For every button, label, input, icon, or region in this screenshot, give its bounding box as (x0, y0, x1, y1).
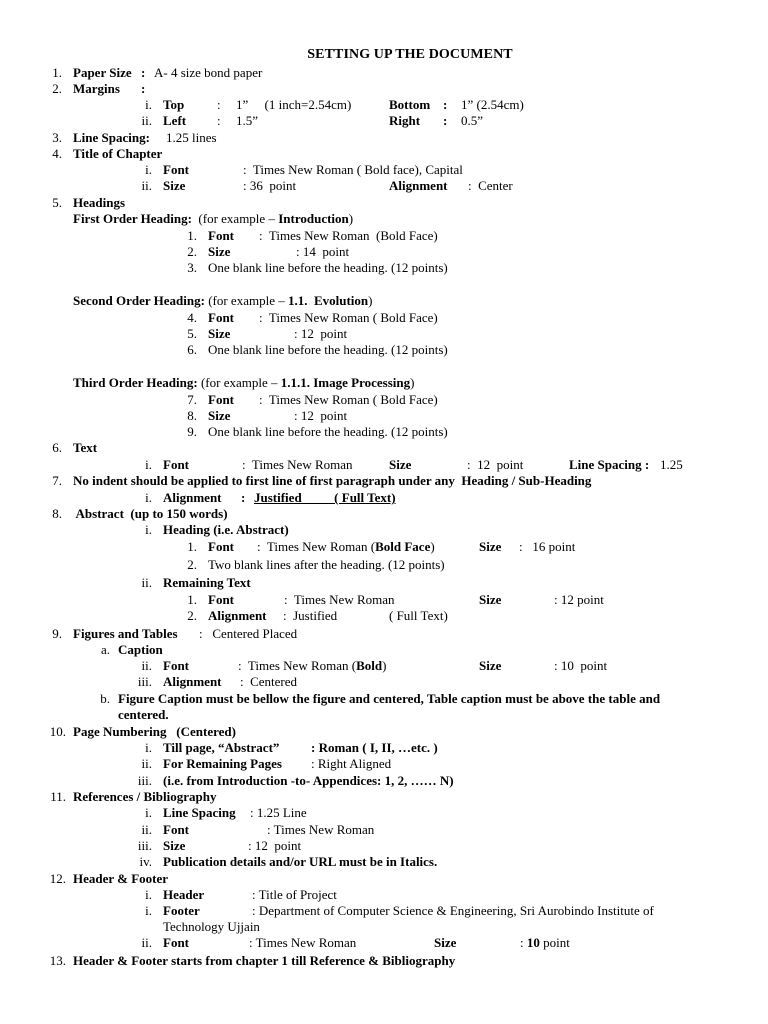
abstract-blank-lines-text: Two blank lines after the heading. (12 points) (208, 557, 445, 572)
section-7-i-number: i. (145, 490, 152, 505)
section-10-number: 10. (49, 724, 66, 739)
header-footer-size-post: point (539, 935, 570, 950)
remaining-size-value: : 12 point (554, 592, 604, 607)
second-order-font-label: Font (208, 310, 234, 325)
caption-ii-number: ii. (141, 658, 152, 673)
till-abstract-value: : Roman ( I, II, …etc. ) (311, 740, 438, 755)
first-order-example: Introduction (278, 211, 349, 226)
section-9-b-number: b. (100, 691, 110, 706)
margin-left-value: 1.5” (236, 113, 259, 128)
abstract-font-value (257, 539, 435, 555)
second-order-font-value: : Times New Roman ( Bold Face) (259, 310, 438, 325)
caption-alignment-value: : Centered (240, 674, 298, 689)
remaining-alignment-value: : Justified (283, 608, 338, 623)
second-order-size-value: : 12 point (294, 326, 348, 341)
third-order-item-8-number: 8. (187, 408, 197, 423)
chapter-alignment-value: : Center (468, 178, 513, 193)
caption-size-value: : 10 point (554, 658, 608, 673)
section-8-label: Abstract (up to 150 words) (73, 506, 228, 521)
section-3-number: 3. (52, 130, 62, 145)
first-order-size-label: Size (208, 244, 231, 259)
chapter-font-label: Font (163, 162, 189, 177)
section-12-label: Header & Footer (73, 871, 169, 886)
third-order-example: 1.1.1. Image Processing (280, 375, 411, 390)
section-11-iii-number: iii. (137, 838, 152, 853)
abstract-font-post: ) (430, 539, 435, 554)
margin-bottom-colon: : (443, 97, 448, 112)
caption-font-post: ) (382, 658, 387, 673)
section-5-number: 5. (52, 195, 62, 210)
second-order-post: ) (368, 293, 373, 308)
first-order-size-value: : 14 point (296, 244, 350, 259)
section-2-label: Margins (73, 81, 120, 96)
second-order-example: 1.1. Evolution (287, 293, 369, 308)
section-7-number: 7. (52, 473, 62, 488)
header-footer-font-value: : Times New Roman (249, 935, 357, 950)
text-line-spacing-value: 1.25 (660, 457, 683, 472)
section-7-label: No indent should be applied to first line of first paragraph under any Heading / Sub-Heading (73, 473, 592, 488)
no-indent-alignment-value: Justified ( Full Text) (254, 490, 396, 505)
no-indent-alignment-colon: : (241, 490, 246, 505)
second-order-blank-line-text: One blank line before the heading. (12 points) (208, 342, 448, 357)
third-order-font-label: Font (208, 392, 234, 407)
remaining-item-2-number: 2. (187, 608, 197, 623)
margin-top-colon: : (217, 97, 221, 112)
header-value: : Title of Project (252, 887, 337, 902)
remaining-size-label: Size (479, 592, 502, 607)
section-1-value: A- 4 size bond paper (154, 65, 263, 80)
caption-font-pre: : Times New Roman ( (238, 658, 357, 673)
section-6-number: 6. (52, 440, 62, 455)
section-4-ii-number: ii. (141, 178, 152, 193)
third-order-size-value: : 12 point (294, 408, 348, 423)
remaining-font-label: Font (208, 592, 234, 607)
references-font-label: Font (163, 822, 189, 837)
first-order-heading (73, 211, 353, 227)
section-8-ii-number: ii. (141, 575, 152, 590)
header-footer-size-value (520, 935, 570, 951)
section-8-i-number: i. (145, 522, 152, 537)
references-size-label: Size (163, 838, 186, 853)
caption-font-bold: Bold (356, 658, 383, 673)
references-line-spacing-value: : 1.25 Line (250, 805, 307, 820)
text-size-label: Size (389, 457, 412, 472)
caption-iii-number: iii. (137, 674, 152, 689)
section-6-i-number: i. (145, 457, 152, 472)
references-font-value: : Times New Roman (267, 822, 375, 837)
chapter-font-value: : Times New Roman ( Bold face), Capital (243, 162, 463, 177)
no-indent-alignment-label: Alignment (163, 490, 222, 505)
second-order-item-4-number: 4. (187, 310, 197, 325)
abstract-item-1-number: 1. (187, 539, 197, 554)
section-9-number: 9. (52, 626, 62, 641)
abstract-font-pre: : Times New Roman ( (257, 539, 376, 554)
remaining-text-label: Remaining Text (163, 575, 251, 590)
section-4-label: Title of Chapter (73, 146, 163, 161)
section-9-label: Figures and Tables (73, 626, 178, 641)
section-3-label: Line Spacing: (73, 130, 150, 145)
third-order-font-value: : Times New Roman ( Bold Face) (259, 392, 438, 407)
section-2-colon: : (141, 81, 146, 96)
second-order-size-label: Size (208, 326, 231, 341)
chapter-size-value: : 36 point (243, 178, 297, 193)
section-1-label: Paper Size (73, 65, 132, 80)
first-order-blank-line-text: One blank line before the heading. (12 points) (208, 260, 448, 275)
footer-value: : Department of Computer Science & Engineering, Sri Aurobindo Institute of (252, 903, 654, 918)
third-order-item-7-number: 7. (187, 392, 197, 407)
section-10-i-number: i. (145, 740, 152, 755)
publication-details-note: Publication details and/or URL must be in Italics. (163, 854, 438, 869)
till-abstract-label: Till page, “Abstract” (163, 740, 280, 755)
header-footer-font-label: Font (163, 935, 189, 950)
section-11-i-number: i. (145, 805, 152, 820)
references-line-spacing-label: Line Spacing (163, 805, 236, 820)
second-order-item-5-number: 5. (187, 326, 197, 341)
remaining-pages-value: : Right Aligned (311, 756, 392, 771)
remaining-pages-label: For Remaining Pages (163, 756, 282, 771)
chapter-size-label: Size (163, 178, 186, 193)
abstract-item-2-number: 2. (187, 557, 197, 572)
text-font-value: : Times New Roman (242, 457, 353, 472)
references-size-value: : 12 point (248, 838, 302, 853)
section-12-i-footer-number: i. (145, 903, 152, 918)
header-footer-size-bold: 10 (526, 935, 540, 950)
document-title: SETTING UP THE DOCUMENT (307, 47, 513, 62)
caption-font-label: Font (163, 658, 189, 673)
third-order-size-label: Size (208, 408, 231, 423)
section-10-iii-number: iii. (137, 773, 152, 788)
first-order-font-value: : Times New Roman (Bold Face) (259, 228, 438, 243)
remaining-alignment-note: ( Full Text) (389, 608, 448, 623)
remaining-alignment-label: Alignment (208, 608, 267, 623)
first-order-font-label: Font (208, 228, 234, 243)
margin-top-value: 1” (1 inch=2.54cm) (236, 97, 352, 112)
abstract-heading-label: Heading (i.e. Abstract) (163, 522, 289, 537)
caption-alignment-label: Alignment (163, 674, 222, 689)
footer-value-continued: Technology Ujjain (163, 919, 260, 934)
section-4-number: 4. (52, 146, 62, 161)
second-order-label: Second Order Heading: (73, 293, 205, 308)
margin-right-label: Right (389, 113, 421, 128)
abstract-font-bold: Bold Face (375, 539, 431, 554)
section-2-number: 2. (52, 81, 62, 96)
section-13-number: 13. (49, 953, 66, 968)
margin-top-label: Top (163, 97, 185, 112)
section-5-label: Headings (73, 195, 126, 210)
third-order-item-9-number: 9. (187, 424, 197, 439)
second-order-pre: (for example – (208, 293, 285, 308)
section-9-a-number: a. (100, 642, 110, 657)
first-order-pre: (for example – (198, 211, 275, 226)
section-9-value: : Centered Placed (199, 626, 298, 641)
margin-left-colon: : (217, 113, 221, 128)
first-order-label: First Order Heading: (73, 211, 192, 226)
section-11-ii-number: ii. (141, 822, 152, 837)
section-3-value: 1.25 lines (166, 130, 217, 145)
margin-right-colon: : (443, 113, 448, 128)
header-label: Header (163, 887, 205, 902)
second-order-item-6-number: 6. (187, 342, 197, 357)
chapter-alignment-label: Alignment (389, 178, 448, 193)
section-2-ii-number: ii. (141, 113, 152, 128)
section-12-i-header-number: i. (145, 887, 152, 902)
section-12-number: 12. (49, 871, 66, 886)
section-11-iv-number: iv. (139, 854, 152, 869)
caption-size-label: Size (479, 658, 502, 673)
caption-label: Caption (118, 642, 163, 657)
text-line-spacing-label: Line Spacing : (569, 457, 650, 472)
text-size-value: : 12 point (467, 457, 524, 472)
remaining-item-1-number: 1. (187, 592, 197, 607)
section-11-number: 11. (50, 789, 66, 804)
first-order-item-3-number: 3. (187, 260, 197, 275)
section-6-label: Text (73, 440, 98, 455)
section-13-label: Header & Footer starts from chapter 1 till Reference & Bibliography (73, 953, 456, 968)
section-8-number: 8. (52, 506, 62, 521)
second-order-heading (73, 293, 373, 309)
remaining-font-value: : Times New Roman (284, 592, 395, 607)
third-order-heading (73, 375, 414, 391)
section-10-label: Page Numbering (Centered) (73, 724, 236, 739)
figure-caption-rule-line-1: Figure Caption must be bellow the figure and centered, Table caption must be above the table and (118, 691, 661, 706)
figure-caption-rule-line-2: centered. (118, 707, 169, 722)
third-order-pre: (for example – (200, 375, 278, 390)
section-2-i-number: i. (145, 97, 152, 112)
section-1-number: 1. (52, 65, 62, 80)
third-order-blank-line-text: One blank line before the heading. (12 points) (208, 424, 448, 439)
margin-right-value: 0.5” (461, 113, 484, 128)
footer-label: Footer (163, 903, 200, 918)
margin-bottom-label: Bottom (389, 97, 431, 112)
text-font-label: Font (163, 457, 189, 472)
third-order-label: Third Order Heading: (73, 375, 198, 390)
caption-font-value (238, 658, 386, 674)
first-order-item-2-number: 2. (187, 244, 197, 259)
abstract-size-label: Size (479, 539, 502, 554)
section-10-ii-number: ii. (141, 756, 152, 771)
third-order-post: ) (410, 375, 415, 390)
margin-left-label: Left (163, 113, 187, 128)
section-1-colon: : (141, 65, 146, 80)
section-11-label: References / Bibliography (73, 789, 217, 804)
header-footer-size-label: Size (434, 935, 457, 950)
header-footer-size-pre: : (520, 935, 527, 950)
section-4-i-number: i. (145, 162, 152, 177)
abstract-font-label: Font (208, 539, 234, 554)
margin-bottom-value: 1” (2.54cm) (461, 97, 524, 112)
abstract-size-value: : 16 point (519, 539, 576, 554)
introduction-to-appendices-note: (i.e. from Introduction -to- Appendices: 1, 2, …… N) (163, 773, 454, 788)
first-order-item-1-number: 1. (187, 228, 197, 243)
first-order-post: ) (348, 211, 354, 226)
section-12-ii-number: ii. (141, 935, 152, 950)
